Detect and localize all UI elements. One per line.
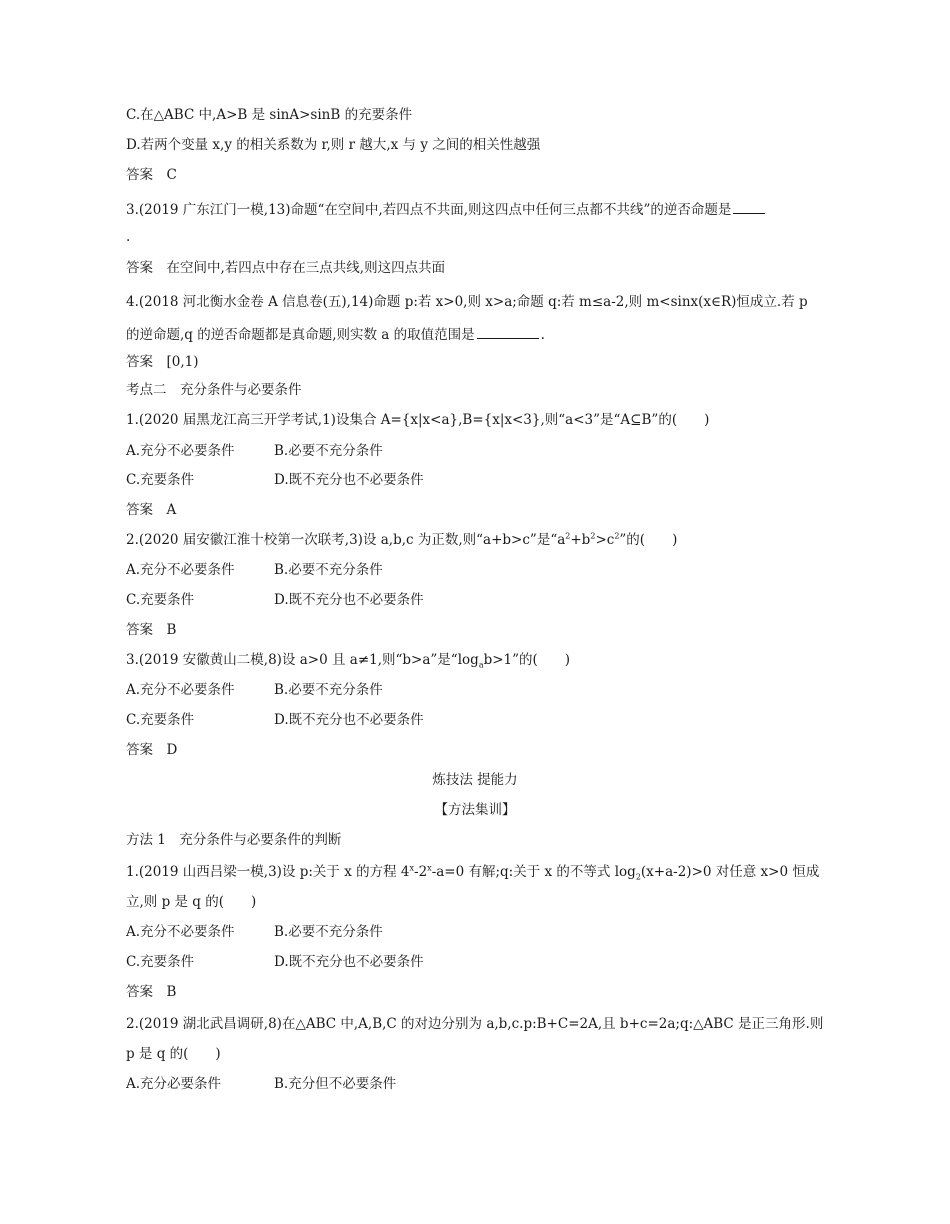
answer-line: 答案 D — [126, 742, 178, 758]
superscript: x — [427, 863, 432, 873]
option-d: D.既不充分也不必要条件 — [274, 712, 424, 728]
text-line: D.若两个变量 x,y 的相关系数为 r,则 r 越大,x 与 y 之间的相关性越强 — [126, 137, 541, 153]
answer-line: 答案 B — [126, 622, 177, 638]
question-text: +b — [570, 532, 591, 548]
option-c: C.充要条件 — [126, 954, 195, 970]
section-heading: 考点二 充分条件与必要条件 — [126, 382, 302, 398]
question-text: 1.(2019 山西吕梁一模,3)设 p:关于 x 的方程 4 — [126, 864, 410, 880]
options-row — [126, 561, 383, 579]
option-b: B.必要不充分条件 — [274, 924, 383, 940]
option-d: D.既不充分也不必要条件 — [274, 592, 424, 608]
question-line — [126, 651, 570, 669]
answer-line: 答案 B — [126, 984, 177, 1000]
option-b: B.充分但不必要条件 — [274, 1076, 397, 1092]
options-row — [126, 681, 383, 699]
question-text: . — [540, 327, 545, 343]
option-c: C.充要条件 — [126, 712, 195, 728]
option-a: A.充分不必要条件 — [126, 562, 235, 578]
section-title: 炼技法 提能力 — [432, 772, 518, 788]
option-b: B.必要不充分条件 — [274, 443, 383, 459]
superscript: 2 — [614, 531, 620, 541]
subscript: 2 — [635, 872, 641, 882]
answer-line: 答案 C — [126, 167, 177, 183]
option-b: B.必要不充分条件 — [274, 562, 383, 578]
question-line — [126, 324, 545, 342]
question-text: 2.(2020 届安徽江淮十校第一次联考,3)设 a,b,c 为正数,则“a+b>c”是“a — [126, 532, 566, 548]
option-c: C.充要条件 — [126, 472, 195, 488]
question-text: ”的( ) — [619, 532, 678, 548]
question-text: 的逆命题,q 的逆否命题都是真命题,则实数 a 的取值范围是 — [126, 327, 475, 343]
question-line: 2.(2019 湖北武昌调研,8)在△ABC 中,A,B,C 的对边分别为 a,b,c.p:B+C=2A,且 b+c=2a;q:△ABC 是正三角形.则 — [126, 1016, 824, 1032]
superscript: 2 — [565, 531, 571, 541]
question-text: 3.(2019 广东江门一模,13)命题“在空间中,若四点不共面,则这四点中任何三点都不共线”的逆否命题是 — [126, 202, 732, 218]
options-row — [126, 1075, 397, 1093]
answer-line: 答案 [0,1) — [126, 354, 199, 370]
options-row — [126, 591, 424, 609]
question-text: 3.(2019 安徽黄山二模,8)设 a>0 且 a≠1,则“b>a”是“log — [126, 652, 479, 668]
superscript: x — [409, 863, 415, 873]
options-row — [126, 471, 424, 489]
question-line: 4.(2018 河北衡水金卷 A 信息卷(五),14)命题 p:若 x>0,则 x>a;命题 q:若 m≤a-2,则 m<sinx(x∈R)恒成立.若 p — [126, 294, 808, 310]
question-line — [126, 531, 677, 549]
fill-blank — [477, 324, 539, 339]
text-line: C.在△ABC 中,A>B 是 sinA>sinB 的充要条件 — [126, 107, 413, 123]
option-a: A.充分不必要条件 — [126, 682, 235, 698]
question-line: 1.(2020 届黑龙江高三开学考试,1)设集合 A={x|x<a},B={x|x<3},则“a<3”是“A⊆B”的( ) — [126, 412, 710, 428]
subscript: a — [478, 660, 484, 670]
text-line: . — [126, 229, 131, 245]
fill-blank — [733, 199, 765, 214]
option-a: A.充分不必要条件 — [126, 924, 235, 940]
option-d: D.既不充分也不必要条件 — [274, 954, 424, 970]
question-line — [126, 199, 767, 217]
option-a: A.充分不必要条件 — [126, 443, 235, 459]
option-d: D.既不充分也不必要条件 — [274, 472, 424, 488]
answer-line: 答案 在空间中,若四点中存在三点共线,则这四点共面 — [126, 260, 446, 276]
options-row — [126, 953, 424, 971]
method-heading: 方法 1 充分条件与必要条件的判断 — [126, 832, 342, 848]
superscript: 2 — [590, 531, 596, 541]
question-text: (x+a-2)>0 对任意 x>0 恒成 — [640, 864, 820, 880]
question-text: -a=0 有解;q:关于 x 的不等式 log — [431, 864, 636, 880]
question-text: >c — [595, 532, 615, 548]
option-a: A.充分必要条件 — [126, 1076, 222, 1092]
options-row — [126, 711, 424, 729]
options-row — [126, 923, 383, 941]
option-b: B.必要不充分条件 — [274, 682, 383, 698]
option-c: C.充要条件 — [126, 592, 195, 608]
question-line: p 是 q 的( ) — [126, 1046, 221, 1062]
question-line: 立,则 p 是 q 的( ) — [126, 894, 257, 910]
section-subtitle: 【方法集训】 — [434, 802, 516, 818]
question-line — [126, 863, 819, 881]
question-text: -2 — [414, 864, 428, 880]
answer-line: 答案 A — [126, 502, 177, 518]
question-text: b>1”的( ) — [483, 652, 571, 668]
options-row — [126, 442, 383, 460]
